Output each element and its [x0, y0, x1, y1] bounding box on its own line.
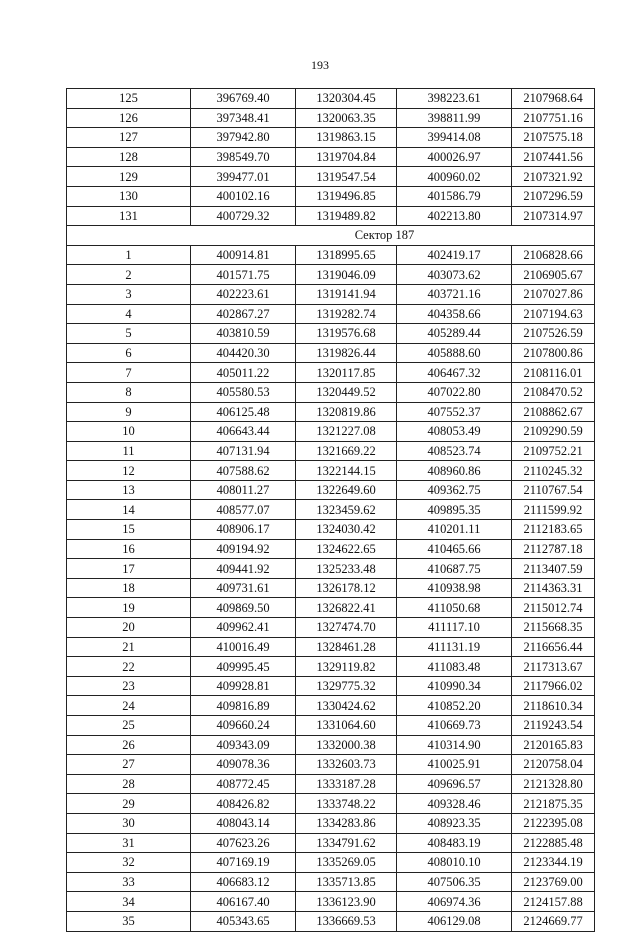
table-row [67, 853, 595, 873]
coordinate-cell: 408043.14 [191, 813, 296, 833]
coordinate-cell: 1319496.85 [296, 186, 397, 206]
table-row [67, 147, 595, 167]
coordinate-cell: 1321669.22 [296, 441, 397, 461]
coordinate-cell: 407022.80 [397, 382, 512, 402]
coordinate-cell: 2110245.32 [512, 461, 595, 481]
point-number-cell: 12 [67, 461, 191, 481]
coordinate-cell: 407131.94 [191, 441, 296, 461]
point-number-cell: 125 [67, 89, 191, 109]
coordinate-cell: 2106828.66 [512, 245, 595, 265]
coordinate-cell: 1331064.60 [296, 716, 397, 736]
coordinate-cell: 407588.62 [191, 461, 296, 481]
point-number-cell: 15 [67, 520, 191, 540]
point-number-cell: 23 [67, 676, 191, 696]
coordinate-cell: 1319046.09 [296, 265, 397, 285]
coordinate-cell: 406643.44 [191, 422, 296, 442]
coordinate-cell: 410687.75 [397, 559, 512, 579]
coordinate-cell: 1329119.82 [296, 657, 397, 677]
table-row [67, 480, 595, 500]
coordinate-cell: 2124669.77 [512, 911, 595, 931]
coordinate-cell: 396769.40 [191, 89, 296, 109]
coordinate-cell: 1324622.65 [296, 539, 397, 559]
coordinate-cell: 400026.97 [397, 147, 512, 167]
coordinate-cell: 409995.45 [191, 657, 296, 677]
coordinate-cell: 1330424.62 [296, 696, 397, 716]
point-number-cell: 13 [67, 480, 191, 500]
point-number-cell: 31 [67, 833, 191, 853]
coordinate-cell: 408426.82 [191, 794, 296, 814]
coordinate-cell: 403073.62 [397, 265, 512, 285]
coordinate-cell: 2108116.01 [512, 363, 595, 383]
table-row [67, 911, 595, 931]
coordinate-cell: 398223.61 [397, 89, 512, 109]
coordinate-cell: 406683.12 [191, 872, 296, 892]
coordinate-cell: 2107800.86 [512, 343, 595, 363]
coordinate-cell: 406167.40 [191, 892, 296, 912]
coordinate-cell: 2107321.92 [512, 167, 595, 187]
coordinate-cell: 2117313.67 [512, 657, 595, 677]
coordinate-cell: 397942.80 [191, 128, 296, 148]
coordinate-cell: 2121875.35 [512, 794, 595, 814]
table-row [67, 735, 595, 755]
coordinate-cell: 1335269.05 [296, 853, 397, 873]
coordinate-cell: 2110767.54 [512, 480, 595, 500]
point-number-cell: 19 [67, 598, 191, 618]
coordinate-cell: 406129.08 [397, 911, 512, 931]
table-row [67, 284, 595, 304]
coordinate-cell: 405888.60 [397, 343, 512, 363]
coordinate-cell: 1333187.28 [296, 774, 397, 794]
table-row [67, 108, 595, 128]
coordinate-cell: 409441.92 [191, 559, 296, 579]
coordinate-cell: 2109752.21 [512, 441, 595, 461]
coordinate-cell: 2107751.16 [512, 108, 595, 128]
coordinate-cell: 407552.37 [397, 402, 512, 422]
coordinate-cell: 1319489.82 [296, 206, 397, 226]
coordinate-cell: 410016.49 [191, 637, 296, 657]
coordinate-cell: 2116656.44 [512, 637, 595, 657]
point-number-cell: 130 [67, 186, 191, 206]
coordinate-cell: 2112183.65 [512, 520, 595, 540]
coordinate-cell: 1336669.53 [296, 911, 397, 931]
coordinate-cell: 401571.75 [191, 265, 296, 285]
table-row [67, 813, 595, 833]
coordinate-cell: 2107526.59 [512, 324, 595, 344]
point-number-cell: 14 [67, 500, 191, 520]
coordinate-cell: 1335713.85 [296, 872, 397, 892]
coordinate-cell: 397348.41 [191, 108, 296, 128]
coordinate-cell: 398549.70 [191, 147, 296, 167]
point-number-cell: 6 [67, 343, 191, 363]
coordinate-cell: 406125.48 [191, 402, 296, 422]
coordinate-cell: 1323459.62 [296, 500, 397, 520]
coordinate-cell: 403810.59 [191, 324, 296, 344]
table-row [67, 872, 595, 892]
coordinate-cell: 1319863.15 [296, 128, 397, 148]
coordinate-cell: 402419.17 [397, 245, 512, 265]
table-row [67, 598, 595, 618]
point-number-cell: 20 [67, 618, 191, 638]
coordinate-cell: 405289.44 [397, 324, 512, 344]
coordinate-cell: 2111599.92 [512, 500, 595, 520]
table-row [67, 774, 595, 794]
coordinate-cell: 2118610.34 [512, 696, 595, 716]
coordinate-cell: 409962.41 [191, 618, 296, 638]
coordinate-cell: 406467.32 [397, 363, 512, 383]
coordinate-cell: 408483.19 [397, 833, 512, 853]
point-number-cell: 8 [67, 382, 191, 402]
coordinate-cell: 2106905.67 [512, 265, 595, 285]
coordinate-cell: 408011.27 [191, 480, 296, 500]
coordinate-cell: 409696.57 [397, 774, 512, 794]
coordinate-cell: 2123344.19 [512, 853, 595, 873]
coordinate-cell: 2121328.80 [512, 774, 595, 794]
coordinate-cell: 1320063.35 [296, 108, 397, 128]
coordinate-cell: 409816.89 [191, 696, 296, 716]
table-row [67, 324, 595, 344]
sector-header-row [67, 226, 595, 246]
coordinate-cell: 2122395.08 [512, 813, 595, 833]
coordinate-cell: 1322649.60 [296, 480, 397, 500]
table-row [67, 755, 595, 775]
coordinate-cell: 1319141.94 [296, 284, 397, 304]
coordinate-cell: 2108862.67 [512, 402, 595, 422]
coordinate-cell: 409328.46 [397, 794, 512, 814]
coordinate-cell: 409895.35 [397, 500, 512, 520]
table-row [67, 559, 595, 579]
point-number-cell: 3 [67, 284, 191, 304]
coordinate-cell: 402213.80 [397, 206, 512, 226]
coordinate-cell: 1328461.28 [296, 637, 397, 657]
coordinate-cell: 1318995.65 [296, 245, 397, 265]
coordinate-cell: 411050.68 [397, 598, 512, 618]
table-row [67, 637, 595, 657]
point-number-cell: 28 [67, 774, 191, 794]
table-row [67, 343, 595, 363]
point-number-cell: 27 [67, 755, 191, 775]
coordinate-cell: 2120165.83 [512, 735, 595, 755]
table-row [67, 206, 595, 226]
coordinate-cell: 406974.36 [397, 892, 512, 912]
coordinate-cell: 408772.45 [191, 774, 296, 794]
coordinates-table [66, 88, 595, 932]
coordinate-cell: 411117.10 [397, 618, 512, 638]
coordinate-cell: 1320819.86 [296, 402, 397, 422]
coordinate-cell: 2115012.74 [512, 598, 595, 618]
coordinate-cell: 1320449.52 [296, 382, 397, 402]
coordinate-cell: 409194.92 [191, 539, 296, 559]
point-number-cell: 7 [67, 363, 191, 383]
point-number-cell: 32 [67, 853, 191, 873]
point-number-cell: 34 [67, 892, 191, 912]
coordinate-cell: 404358.66 [397, 304, 512, 324]
table-row [67, 245, 595, 265]
point-number-cell: 10 [67, 422, 191, 442]
coordinate-cell: 1332603.73 [296, 755, 397, 775]
coordinate-cell: 1320117.85 [296, 363, 397, 383]
coordinate-cell: 399477.01 [191, 167, 296, 187]
coordinate-cell: 398811.99 [397, 108, 512, 128]
sector-label: Сектор 187 [67, 226, 595, 246]
table-row [67, 833, 595, 853]
coordinate-cell: 1321227.08 [296, 422, 397, 442]
table-row [67, 794, 595, 814]
coordinate-cell: 410201.11 [397, 520, 512, 540]
point-number-cell: 129 [67, 167, 191, 187]
coordinate-cell: 405343.65 [191, 911, 296, 931]
coordinate-cell: 408577.07 [191, 500, 296, 520]
coordinate-cell: 409731.61 [191, 578, 296, 598]
coordinate-cell: 2109290.59 [512, 422, 595, 442]
coordinate-cell: 408906.17 [191, 520, 296, 540]
table-row [67, 892, 595, 912]
point-number-cell: 21 [67, 637, 191, 657]
coordinate-cell: 400102.16 [191, 186, 296, 206]
point-number-cell: 17 [67, 559, 191, 579]
coordinate-cell: 2119243.54 [512, 716, 595, 736]
coordinate-cell: 409078.36 [191, 755, 296, 775]
coordinate-cell: 1329775.32 [296, 676, 397, 696]
coordinate-cell: 2114363.31 [512, 578, 595, 598]
coordinate-cell: 2107194.63 [512, 304, 595, 324]
coordinate-cell: 1320304.45 [296, 89, 397, 109]
point-number-cell: 126 [67, 108, 191, 128]
coordinate-cell: 1336123.90 [296, 892, 397, 912]
table-row [67, 89, 595, 109]
coordinate-cell: 410852.20 [397, 696, 512, 716]
table-row [67, 696, 595, 716]
coordinate-cell: 2123769.00 [512, 872, 595, 892]
point-number-cell: 29 [67, 794, 191, 814]
coordinate-cell: 400914.81 [191, 245, 296, 265]
coordinate-cell: 408923.35 [397, 813, 512, 833]
table-row [67, 520, 595, 540]
point-number-cell: 35 [67, 911, 191, 931]
coordinate-cell: 2113407.59 [512, 559, 595, 579]
coordinate-cell: 2120758.04 [512, 755, 595, 775]
coordinate-cell: 410314.90 [397, 735, 512, 755]
coordinate-cell: 402223.61 [191, 284, 296, 304]
table-row [67, 382, 595, 402]
table-row [67, 618, 595, 638]
coordinate-cell: 405580.53 [191, 382, 296, 402]
table-row [67, 304, 595, 324]
point-number-cell: 9 [67, 402, 191, 422]
point-number-cell: 1 [67, 245, 191, 265]
coordinate-cell: 408960.86 [397, 461, 512, 481]
coordinate-cell: 410938.98 [397, 578, 512, 598]
coordinate-cell: 1319826.44 [296, 343, 397, 363]
table-row [67, 578, 595, 598]
point-number-cell: 2 [67, 265, 191, 285]
point-number-cell: 127 [67, 128, 191, 148]
table-row [67, 539, 595, 559]
coordinate-cell: 1325233.48 [296, 559, 397, 579]
coordinate-cell: 410025.91 [397, 755, 512, 775]
point-number-cell: 11 [67, 441, 191, 461]
point-number-cell: 24 [67, 696, 191, 716]
table-row [67, 657, 595, 677]
coordinate-cell: 408053.49 [397, 422, 512, 442]
table-row [67, 422, 595, 442]
coordinate-cell: 2124157.88 [512, 892, 595, 912]
coordinate-cell: 411131.19 [397, 637, 512, 657]
coordinate-cell: 404420.30 [191, 343, 296, 363]
point-number-cell: 25 [67, 716, 191, 736]
point-number-cell: 22 [67, 657, 191, 677]
point-number-cell: 4 [67, 304, 191, 324]
coordinate-cell: 1326822.41 [296, 598, 397, 618]
point-number-cell: 26 [67, 735, 191, 755]
coordinate-cell: 410669.73 [397, 716, 512, 736]
table-row [67, 167, 595, 187]
coordinate-cell: 408010.10 [397, 853, 512, 873]
coordinate-cell: 1334791.62 [296, 833, 397, 853]
point-number-cell: 30 [67, 813, 191, 833]
table-row [67, 186, 595, 206]
page-number: 193 [311, 58, 329, 72]
table-row [67, 500, 595, 520]
coordinate-cell: 407169.19 [191, 853, 296, 873]
point-number-cell: 5 [67, 324, 191, 344]
coordinate-cell: 410990.34 [397, 676, 512, 696]
coordinate-cell: 2115668.35 [512, 618, 595, 638]
point-number-cell: 16 [67, 539, 191, 559]
coordinate-cell: 400729.32 [191, 206, 296, 226]
table-row [67, 128, 595, 148]
table-row [67, 402, 595, 422]
coordinate-cell: 2108470.52 [512, 382, 595, 402]
coordinate-cell: 409660.24 [191, 716, 296, 736]
coordinate-cell: 1324030.42 [296, 520, 397, 540]
coordinate-cell: 2107968.64 [512, 89, 595, 109]
coordinate-cell: 402867.27 [191, 304, 296, 324]
coordinate-cell: 410465.66 [397, 539, 512, 559]
table-row [67, 716, 595, 736]
coordinate-cell: 2107314.97 [512, 206, 595, 226]
coordinate-cell: 411083.48 [397, 657, 512, 677]
coordinate-cell: 2107575.18 [512, 128, 595, 148]
coordinate-cell: 2117966.02 [512, 676, 595, 696]
coordinate-cell: 409343.09 [191, 735, 296, 755]
coordinate-cell: 405011.22 [191, 363, 296, 383]
table-row [67, 363, 595, 383]
point-number-cell: 131 [67, 206, 191, 226]
coordinate-cell: 2112787.18 [512, 539, 595, 559]
coordinate-cell: 2107027.86 [512, 284, 595, 304]
coordinate-cell: 400960.02 [397, 167, 512, 187]
coordinate-cell: 2107296.59 [512, 186, 595, 206]
coordinate-cell: 1319576.68 [296, 324, 397, 344]
coordinate-cell: 2107441.56 [512, 147, 595, 167]
point-number-cell: 128 [67, 147, 191, 167]
table-row [67, 676, 595, 696]
coordinate-cell: 407506.35 [397, 872, 512, 892]
coordinate-cell: 2122885.48 [512, 833, 595, 853]
table-row [67, 461, 595, 481]
coordinate-cell: 1333748.22 [296, 794, 397, 814]
coordinate-cell: 409869.50 [191, 598, 296, 618]
table-row [67, 265, 595, 285]
point-number-cell: 18 [67, 578, 191, 598]
coordinate-cell: 409362.75 [397, 480, 512, 500]
coordinate-cell: 1319704.84 [296, 147, 397, 167]
coordinate-cell: 1319547.54 [296, 167, 397, 187]
coordinate-cell: 409928.81 [191, 676, 296, 696]
coordinate-cell: 1327474.70 [296, 618, 397, 638]
coordinate-cell: 1322144.15 [296, 461, 397, 481]
coordinate-cell: 401586.79 [397, 186, 512, 206]
coordinate-cell: 399414.08 [397, 128, 512, 148]
coordinate-cell: 407623.26 [191, 833, 296, 853]
coordinate-cell: 403721.16 [397, 284, 512, 304]
coordinate-cell: 1332000.38 [296, 735, 397, 755]
coordinate-cell: 408523.74 [397, 441, 512, 461]
coordinate-cell: 1326178.12 [296, 578, 397, 598]
point-number-cell: 33 [67, 872, 191, 892]
coordinate-cell: 1319282.74 [296, 304, 397, 324]
coordinate-cell: 1334283.86 [296, 813, 397, 833]
table-row [67, 441, 595, 461]
